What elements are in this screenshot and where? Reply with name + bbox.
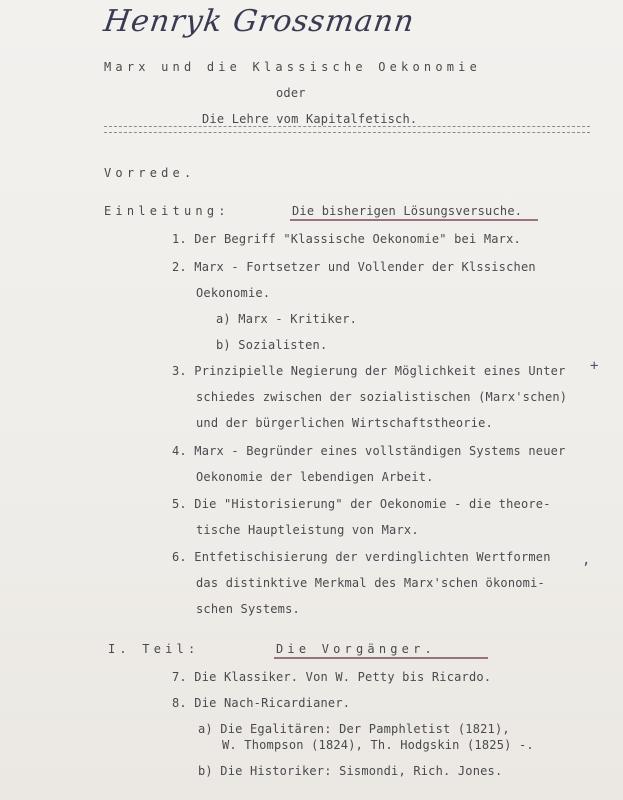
item-3-line-3: und der bürgerlichen Wirtschaftstheorie. [196, 416, 493, 430]
item-3-line-1: 3. Prinzipielle Negierung der Möglichkeit eines Unter [172, 364, 566, 378]
handwritten-signature: Henryk Grossmann [101, 4, 417, 39]
section-teil-1-heading: Die Vorgänger. [276, 642, 436, 656]
item-3-line-2: schiedes zwischen der sozialistischen (Marx'schen) [196, 390, 568, 404]
title-line-1: Marx und die Klassische Oekonomie [104, 60, 482, 74]
section-teil-1-label: I. Teil: [108, 642, 200, 656]
item-6-line-2: das distinktive Merkmal des Marx'schen ökonomi- [196, 576, 545, 590]
item-2-line-2: Oekonomie. [196, 286, 271, 300]
item-2-sub-b: b) Sozialisten. [216, 338, 328, 352]
hyphen-correction-mark: + [590, 358, 599, 374]
title-separator [104, 126, 590, 133]
section-einleitung-heading: Die bisherigen Lösungsversuche. [292, 204, 523, 218]
item-8-sub-a-line-2: W. Thompson (1824), Th. Hodgskin (1825) -. [222, 738, 534, 752]
comma-correction-mark: , [582, 552, 591, 568]
einleitung-underline [290, 219, 538, 221]
section-einleitung-label: Einleitung: [104, 204, 230, 218]
section-vorrede: Vorrede. [104, 166, 196, 180]
teil-1-underline [274, 657, 488, 659]
item-6-line-3: schen Systems. [196, 602, 300, 616]
title-line-2: oder [276, 86, 306, 100]
item-1: 1. Der Begriff "Klassische Oekonomie" bei Marx. [172, 232, 521, 246]
title-line-3: Die Lehre vom Kapitalfetisch. [202, 112, 418, 126]
item-2-line-1: 2. Marx - Fortsetzer und Vollender der Klssischen [172, 260, 536, 274]
item-5-line-1: 5. Die "Historisierung" der Oekonomie - die theore- [172, 497, 551, 511]
item-8-sub-b: b) Die Historiker: Sismondi, Rich. Jones. [198, 764, 503, 778]
item-4-line-1: 4. Marx - Begründer eines vollständigen Systems neuer [172, 444, 566, 458]
item-6-line-1: 6. Entfetischisierung der verdinglichten Wertformen [172, 550, 551, 564]
item-2-sub-a: a) Marx - Kritiker. [216, 312, 358, 326]
item-5-line-2: tische Hauptleistung von Marx. [196, 523, 419, 537]
item-7: 7. Die Klassiker. Von W. Petty bis Ricardo. [172, 670, 492, 684]
item-8-sub-a-line-1: a) Die Egalitären: Der Pamphletist (1821), [198, 722, 510, 736]
item-4-line-2: Oekonomie der lebendigen Arbeit. [196, 470, 434, 484]
item-8: 8. Die Nach-Ricardianer. [172, 696, 351, 710]
